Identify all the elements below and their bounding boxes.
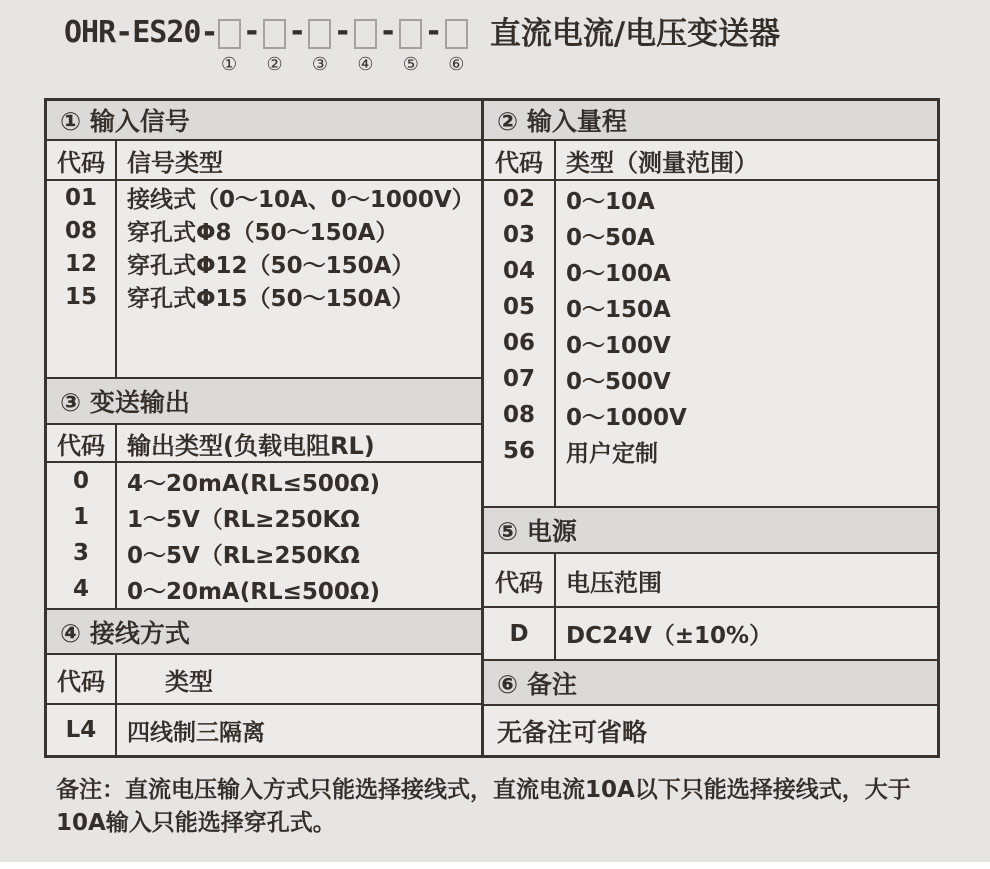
code-cell: 3 — [72, 540, 89, 566]
section3-column-header — [47, 425, 481, 463]
value-cell: 接线式（0～10A、0～1000V） — [127, 187, 475, 213]
model-slot-5 — [399, 19, 422, 75]
section4-data-block — [47, 705, 481, 755]
value-column — [556, 608, 937, 659]
section2-column-header — [484, 141, 937, 181]
code-cell: 01 — [64, 184, 97, 211]
section1-data-block — [47, 181, 481, 379]
model-dash: - — [291, 14, 304, 49]
section5-column-header — [484, 554, 937, 608]
code-slot-box — [308, 19, 331, 49]
code-cell: 1 — [72, 504, 89, 530]
code-cell: 05 — [502, 294, 535, 320]
value-column — [117, 463, 481, 608]
code-cell: 0 — [72, 468, 89, 494]
type-column-header: 输出类型(负载电阻RL) — [127, 431, 375, 460]
code-cell: 12 — [64, 250, 97, 277]
value-cell: 0～100A — [566, 260, 671, 287]
model-slot-6 — [445, 19, 468, 75]
model-dash: - — [336, 14, 349, 49]
empty-cell — [484, 469, 554, 506]
code-column-header: 代码 — [484, 554, 556, 606]
value-cell: 0～150A — [566, 296, 671, 323]
section1-column-header — [47, 141, 481, 181]
value-cell: 0～100V — [566, 332, 671, 359]
empty-cell — [47, 313, 115, 377]
value-cell: 穿孔式Φ15（50～150A） — [127, 286, 415, 312]
code-column — [47, 705, 117, 755]
section4-column-header — [47, 655, 481, 705]
empty-cell — [117, 607, 481, 608]
value-cell: 0～5V（RL≥250KΩ — [127, 542, 360, 569]
code-cell: 07 — [502, 366, 535, 392]
slot-index-label: ⑤ — [402, 54, 419, 75]
value-cell: DC24V（±10%） — [566, 623, 773, 649]
value-cell: 0～20mA(RL≤500Ω) — [127, 578, 380, 605]
type-column-header: 类型 — [165, 667, 213, 696]
code-cell: 04 — [502, 258, 535, 284]
section6-header: ⑥ 备注 — [484, 661, 937, 706]
code-cell: 56 — [502, 438, 535, 464]
section2-data-block — [484, 181, 937, 508]
code-cell: 06 — [502, 330, 535, 356]
value-cell: 0～500V — [566, 368, 671, 395]
footnote — [56, 774, 990, 840]
product-title: 直流电流/电压变送器 — [489, 16, 781, 52]
value-column — [556, 181, 937, 506]
value-cell: 4～20mA(RL≤500Ω) — [127, 470, 380, 497]
model-code-line — [64, 14, 990, 75]
code-cell: 15 — [64, 283, 97, 310]
code-column — [484, 608, 556, 659]
code-slot-box — [218, 19, 241, 49]
value-column — [117, 705, 481, 755]
model-slot-1 — [218, 19, 241, 75]
value-cell: 1～5V（RL≥250KΩ — [127, 506, 360, 533]
code-slot-box — [263, 19, 286, 49]
slot-index-label: ③ — [311, 54, 329, 75]
code-cell: D — [509, 620, 529, 647]
value-cell: 穿孔式Φ8（50～150A） — [127, 220, 399, 246]
code-slot-box — [354, 19, 377, 49]
code-slot-box — [399, 19, 422, 49]
code-column-header: 代码 — [47, 141, 117, 179]
value-cell: 0～50A — [566, 224, 655, 251]
value-cell: 用户定制 — [566, 440, 658, 467]
footnote-line-1: 备注：直流电压输入方式只能选择接线式，直流电流10A以下只能选择接线式，大于 — [56, 777, 911, 803]
code-cell: 08 — [64, 217, 97, 244]
code-column-header: 代码 — [47, 425, 117, 461]
ordering-spec-table — [44, 98, 940, 758]
model-dash: - — [427, 14, 440, 49]
code-cell: 08 — [502, 402, 535, 428]
model-code-header — [0, 0, 990, 75]
slot-index-label: ④ — [357, 54, 374, 75]
value-cell: 0～1000V — [566, 404, 687, 431]
value-column — [117, 181, 481, 377]
code-cell: 03 — [502, 222, 535, 248]
table-left-column — [47, 101, 484, 755]
code-column — [484, 181, 556, 506]
code-column — [47, 181, 117, 377]
empty-cell — [47, 607, 115, 608]
code-column — [47, 463, 117, 608]
type-column-header: 信号类型 — [127, 148, 223, 177]
section1-header: ① 输入信号 — [47, 101, 481, 141]
section5-header: ⑤ 电源 — [484, 508, 937, 554]
model-prefix: OHR-ES20- — [64, 15, 218, 50]
model-slot-4 — [354, 19, 377, 75]
section5-data-block — [484, 608, 937, 661]
code-column-header: 代码 — [484, 141, 556, 179]
code-cell: 02 — [502, 186, 535, 212]
slot-index-label: ② — [266, 54, 283, 75]
footnote-line-2: 10A输入只能选择穿孔式。 — [56, 810, 336, 836]
value-cell: 四线制三隔离 — [127, 719, 265, 746]
value-cell: 0～10A — [566, 188, 655, 215]
section2-header: ② 输入量程 — [484, 101, 937, 141]
code-cell: L4 — [65, 717, 97, 743]
model-slot-3 — [308, 19, 331, 75]
table-right-column — [484, 101, 937, 755]
section3-data-block — [47, 463, 481, 610]
slot-index-label: ⑥ — [448, 54, 465, 75]
section4-header: ④ 接线方式 — [47, 610, 481, 655]
type-column-header: 电压范围 — [566, 568, 662, 597]
value-cell: 穿孔式Φ12（50～150A） — [127, 253, 415, 279]
section6-note: 无备注可省略 — [497, 717, 648, 747]
code-column-header: 代码 — [47, 655, 117, 703]
code-slot-box — [445, 19, 468, 49]
section3-header: ③ 变送输出 — [47, 379, 481, 425]
empty-cell — [117, 313, 481, 377]
code-cell: 4 — [72, 576, 89, 602]
empty-cell — [556, 469, 937, 506]
type-column-header: 类型（测量范围） — [566, 148, 758, 177]
model-dash: - — [381, 14, 395, 49]
model-slot-2 — [263, 19, 286, 75]
slot-index-label: ① — [220, 54, 238, 75]
model-dash: - — [245, 14, 259, 49]
